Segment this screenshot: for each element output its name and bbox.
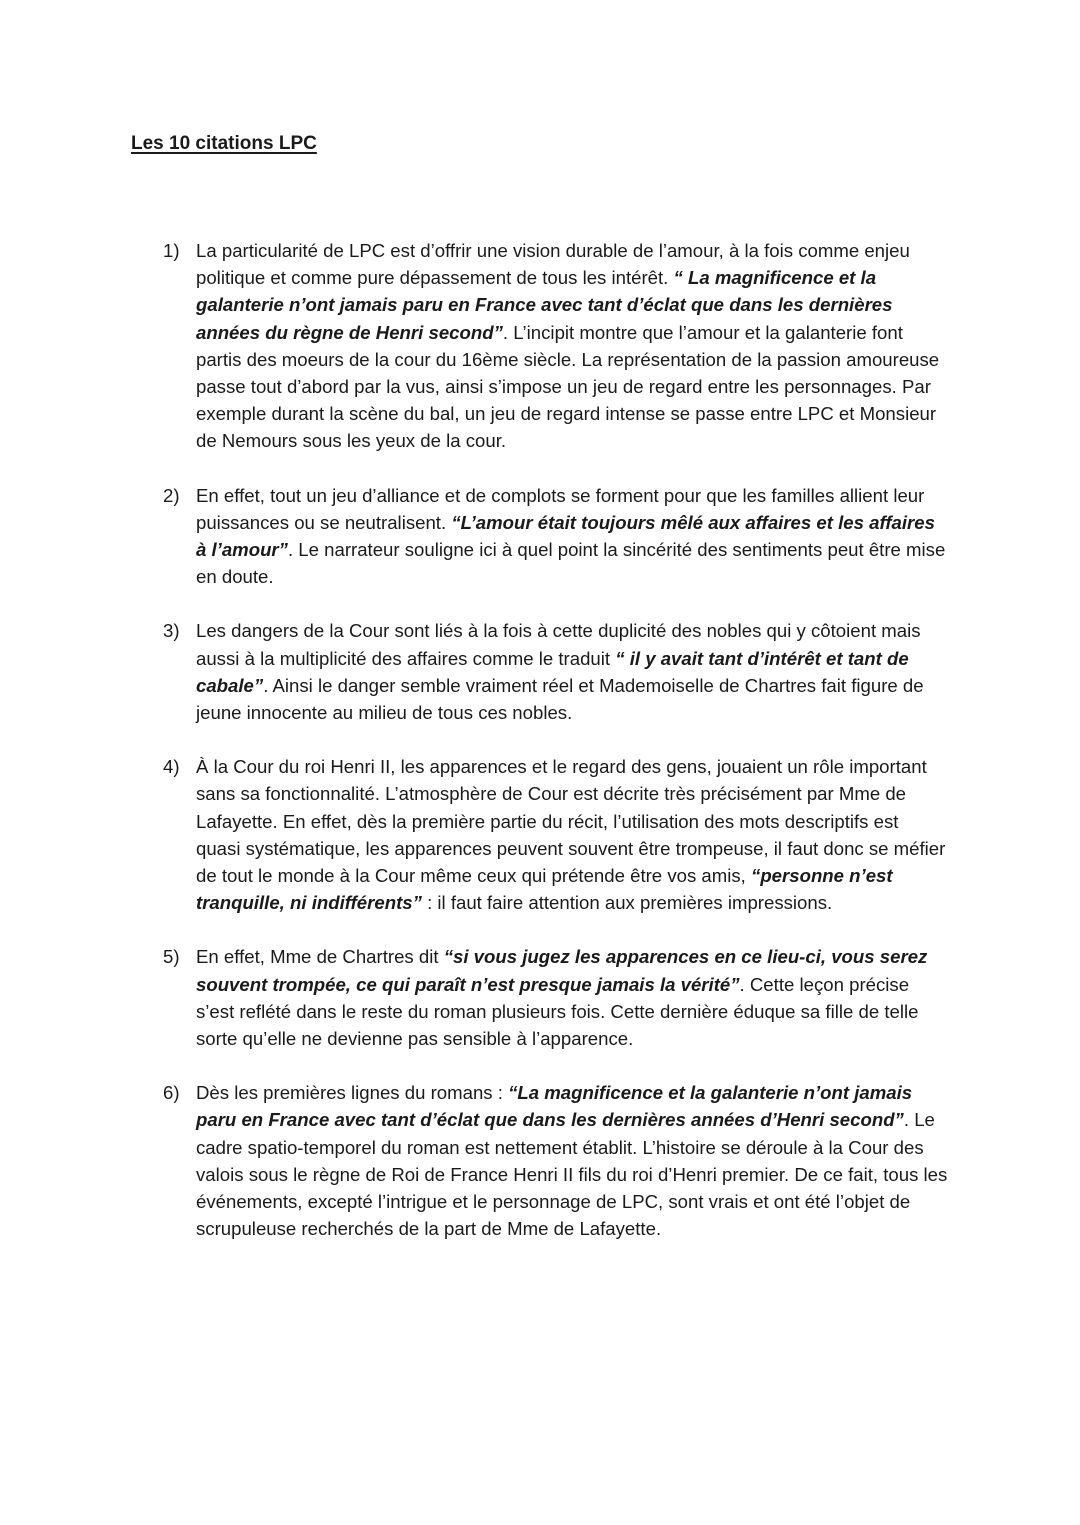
- citation-item-4: [0, 753, 948, 916]
- citation-list: [0, 237, 1080, 1270]
- item-text: En effet, tout un jeu d’alliance et de complots se forment pour que les familles allient leur puissances ou se neutralisent.: [196, 484, 925, 533]
- document-title: Les 10 citations LPC: [131, 133, 317, 154]
- citation-item-2: [0, 482, 948, 591]
- item-number: 1): [163, 240, 180, 261]
- item-text: À la Cour du roi Henri II, les apparences et le regard des gens, jouaient un rôle important sans sa fonctionnalité. L’atmosphère de Cour est décrite très précisément par Mme de Lafayette. En effet, dès la première partie du récit, l’utilisation des mots descriptifs est quasi systématique, les apparences peuvent souvent être trompeuse, il faut donc se méfier de tout le monde à la Cour même ceux qui prétende être vos amis,: [196, 756, 946, 887]
- item-text: En effet, Mme de Chartres dit: [196, 946, 444, 968]
- item-number: 3): [163, 620, 180, 642]
- item-quote: “personne n’est tranquille, ni indifférents”: [196, 865, 893, 914]
- item-quote: “La magnificence et la galanterie n’ont jamais paru en France avec tant d’éclat que dans les dernières années d’Henri second”: [196, 1082, 913, 1131]
- item-text: : il faut faire attention aux premières impressions.: [421, 892, 833, 914]
- item-text: . Cette leçon précise s’est reflété dans le reste du roman plusieurs fois. Cette dernière éduque sa fille de telle sorte qu’elle ne devienne pas sensible à l’apparence.: [196, 973, 919, 1050]
- item-quote: “si vous jugez les apparences en ce lieu-ci, vous serez souvent trompée, ce qui paraît n’est presque jamais la vérité”: [196, 946, 928, 995]
- item-number: 5): [163, 946, 180, 968]
- item-quote: “ La magnificence et la galanterie n’ont jamais paru en France avec tant d’éclat que dans les dernières années du règne de Henri second”: [196, 267, 893, 343]
- item-text: La particularité de LPC est d’offrir une vision durable de l’amour, à la fois comme enjeu politique et comme pure dépassement de tous les intérêt.: [196, 240, 910, 289]
- item-text: . Ainsi le danger semble vraiment réel et Mademoiselle de Chartres fait figure de jeune innocente au milieu de tous ces nobles.: [196, 674, 924, 724]
- item-text: . L’incipit montre que l’amour et la galanterie font partis des moeurs de la cour du 16ème siècle. La représentation de la passion amoureuse passe tout d’abord par la vus, ainsi s’impose un jeu de regard entre les personnages. Par exemple durant la scène du bal, un jeu de regard intense se passe entre LPC et Monsieur de Nemours sous les yeux de la cour.: [196, 321, 940, 452]
- item-text: Dès les premières lignes du romans :: [196, 1082, 509, 1104]
- item-text: . Le narrateur souligne ici à quel point la sincérité des sentiments peut être mise en doute.: [196, 539, 946, 588]
- item-number: 4): [163, 756, 180, 778]
- citation-item-5: [0, 943, 948, 1052]
- item-quote: “L’amour était toujours mêlé aux affaires et les affaires à l’amour”: [196, 511, 935, 561]
- item-text: Les dangers de la Cour sont liés à la fois à cette duplicité des nobles qui y côtoient mais aussi à la multiplicité des affaires comme le traduit: [196, 620, 921, 669]
- citation-item-1: [0, 237, 948, 455]
- citation-item-3: [0, 617, 948, 726]
- item-quote: “ il y avait tant d’intérêt et tant de cabale”: [196, 647, 909, 696]
- item-number: 2): [163, 484, 180, 506]
- item-text: . Le cadre spatio-temporel du roman est nettement établit. L’histoire se déroule à la Cour des valois sous le règne de Roi de France Henri II fils du roi d’Henri premier. De ce fait, tous les événements, excepté l’intrigue et le personnage de LPC, sont vrais et ont été l’objet de scrupuleuse recherchés de la part de Mme de Lafayette.: [196, 1109, 948, 1240]
- citation-item-6: [0, 1079, 948, 1242]
- item-number: 6): [163, 1082, 180, 1104]
